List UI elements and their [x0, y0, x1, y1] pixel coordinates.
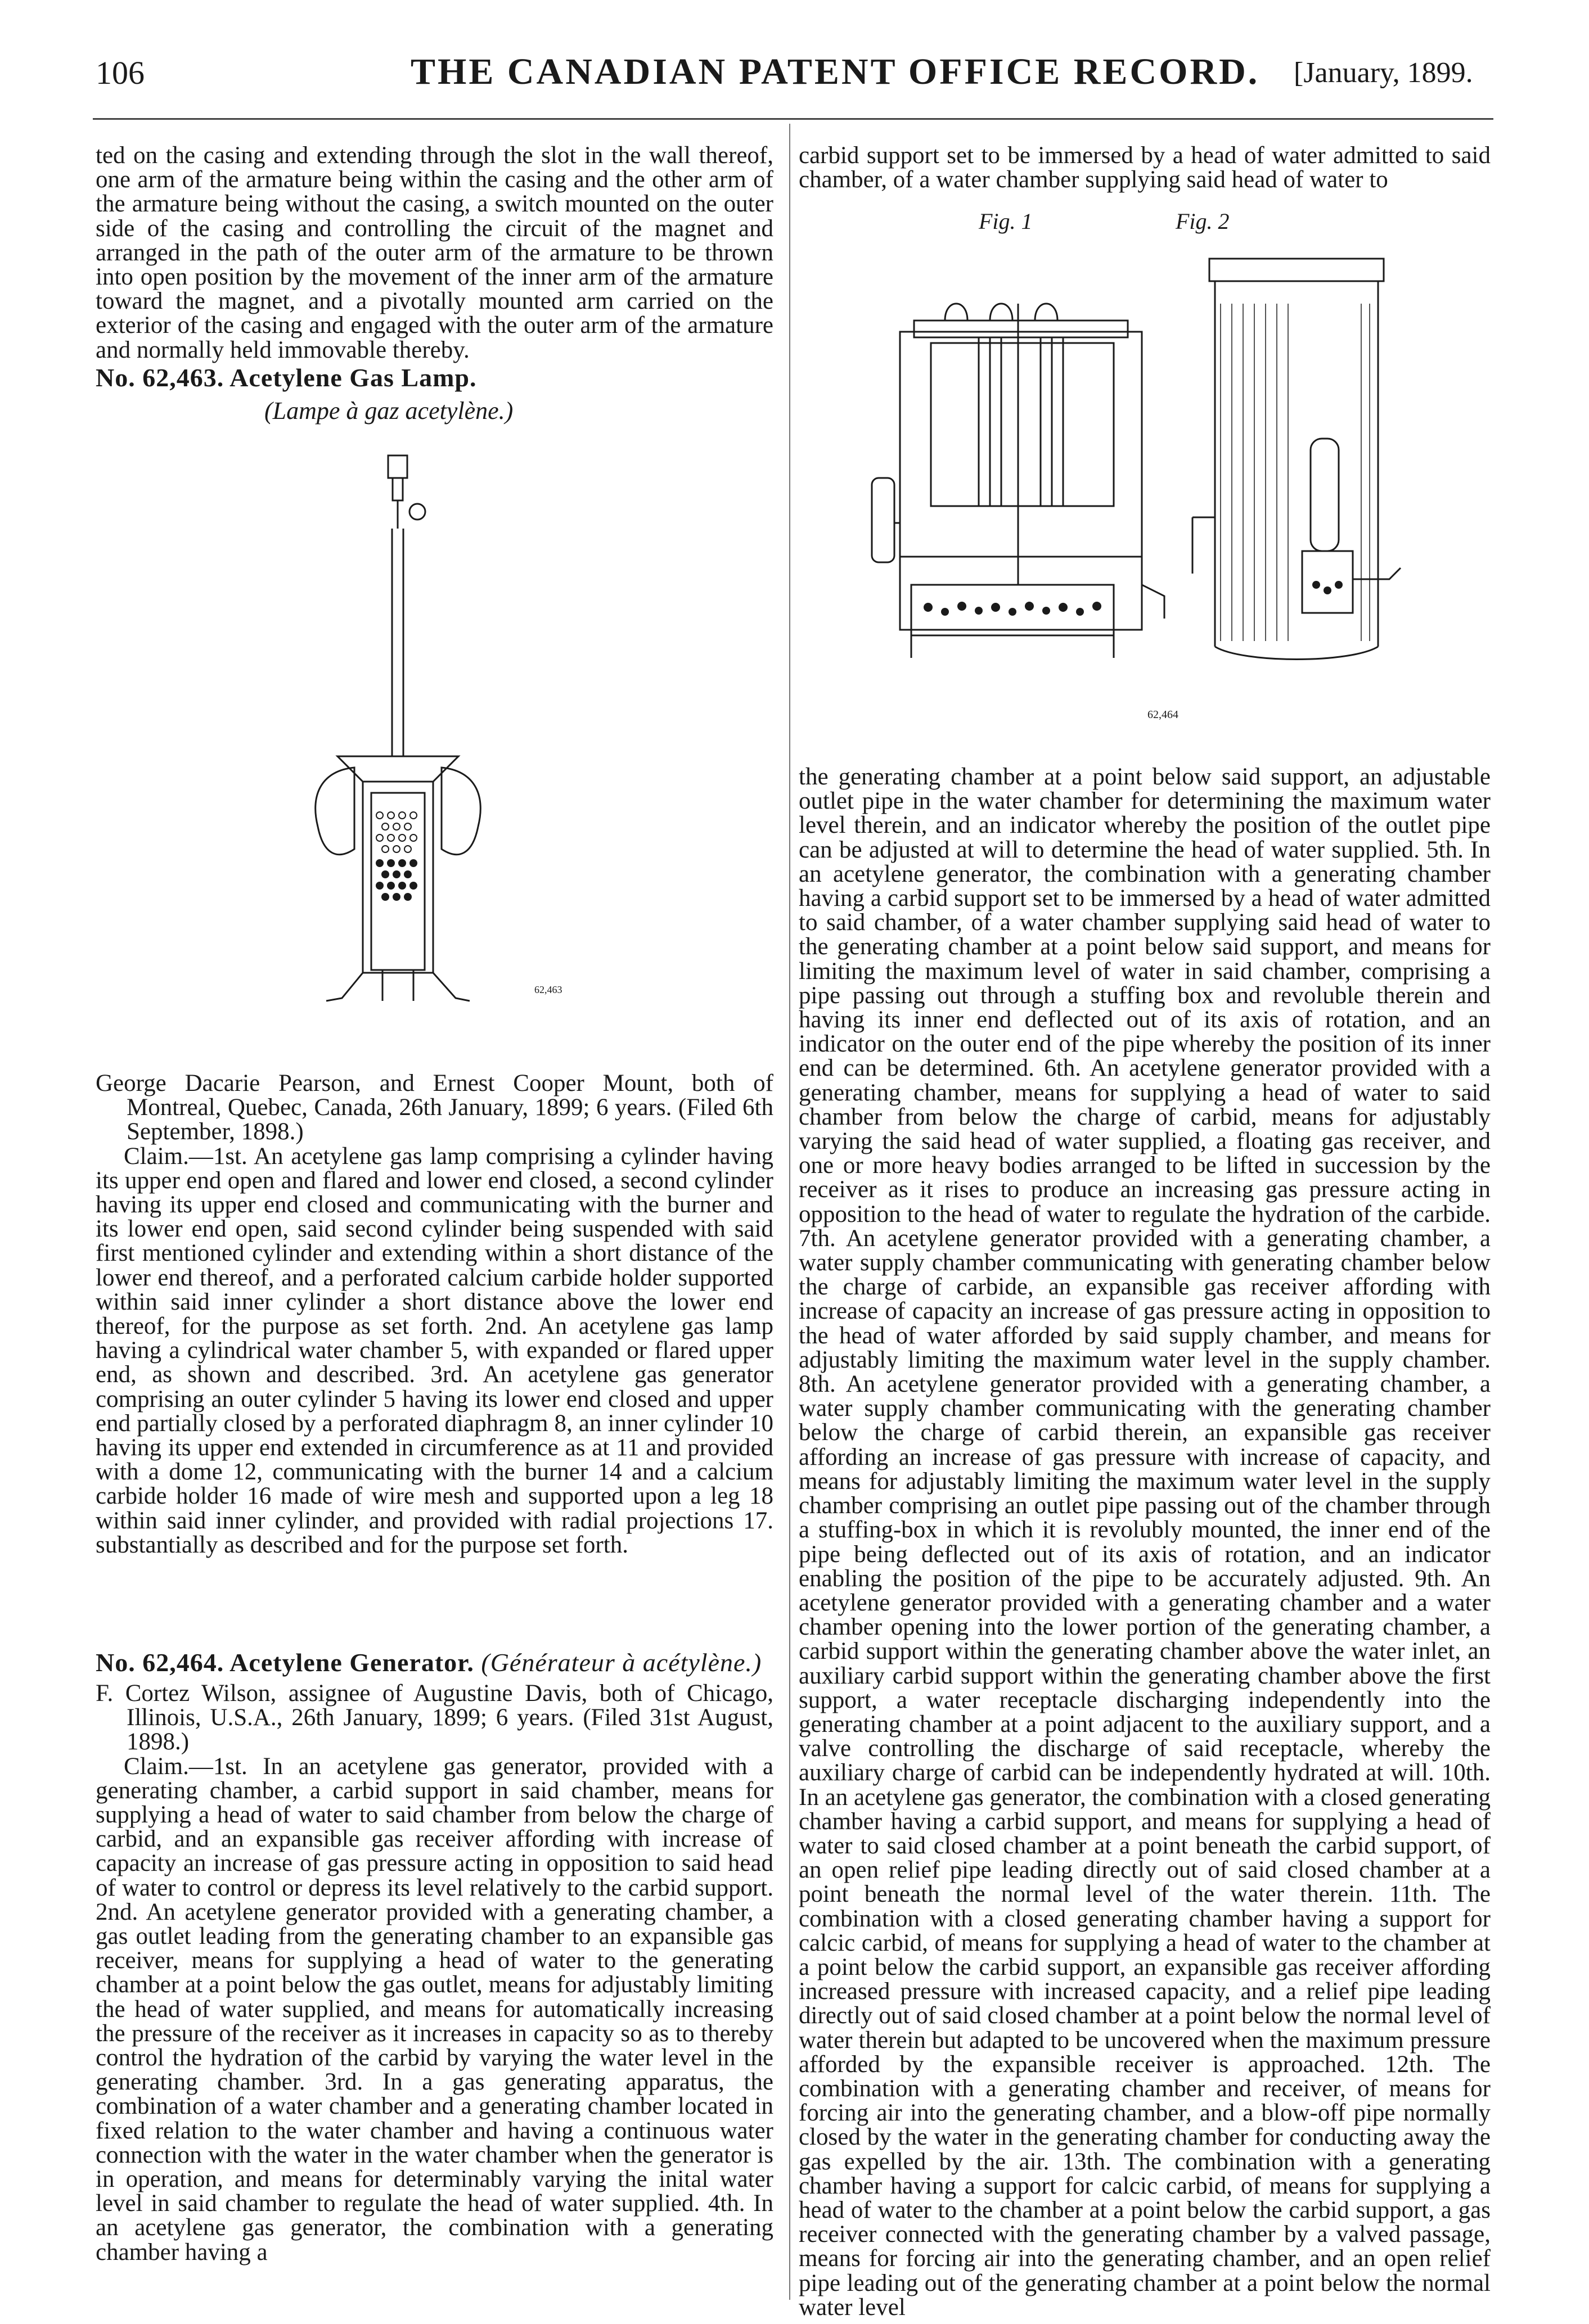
- continued-claim-text: [96, 143, 773, 362]
- patent-62464-french-title: (Générateur à acétylène.): [481, 1648, 762, 1677]
- issue-date: [January, 1899.: [1294, 57, 1473, 89]
- generator-drawing: [849, 191, 1457, 753]
- column-divider: [789, 124, 790, 2300]
- page-header: [0, 0, 1589, 118]
- patent-62463-title: No. 62,463. Acetylene Gas Lamp.: [96, 363, 477, 392]
- lamp-drawing: [270, 444, 562, 1052]
- patent-62463-heading: [96, 365, 773, 390]
- fig1-label: Fig. 1: [979, 209, 1033, 234]
- page-number: 106: [96, 55, 145, 91]
- patent-62464-heading: [96, 1650, 773, 1675]
- patent-62464-claims-continued: the generating chamber at a point below said support, an adjustable outlet pipe in the water chamber for determining the maximum water level therein, and an indicator whereby the position of the outlet pipe can be adjusted at will to determine the head of water supplied. 5th. In an acetylene generator, the combination with a generating chamber having a carbid support set to be immersed by a head of water admitted to said chamber, of a water chamber supplying said head of water to the generating chamber at a point below said support, and means for limiting the maximum level of water in said chamber, comprising a pipe passing out through a stuffing box and revoluble therein and having its inner end deflected out of its axis of rotation, and an indicator on the outer end of the pipe whereby the position of its inner end can be determined. 6th. An acetylene generator provided with a generating chamber, means for supplying a head of water to said chamber from below the charge of carbid, means for adjustably varying the said head of water supplied, a floating gas receiver, and one or more heavy bodies arranged to be lifted in succession by the receiver as it rises to produce an increasing gas pressure acting in opposition to the head of water to regulate the hydration of the carbide. 7th. An acetylene generator provided with a generating chamber, a water supply chamber communicating with generating chamber below the charge of carbide, an expansible gas receiver affording with increase of capacity an increase of gas pressure acting in opposition to the head of water afforded by said supply chamber, and means for adjustably limiting the maximum water level in the supply chamber. 8th. An acetylene generator provided with a generating chamber, a water supply chamber communicating with the generating chamber below the charge of carbid therein, an expansible gas receiver affording an increase of gas pressure with increase of capacity, and means for adjustably limiting the maximum water level in the supply chamber comprising an outlet pipe passing out of the chamber through a stuffing-box in which it is revolubly mounted, the inner end of the pipe being deflected out of its axis of rotation, and an indicator enabling the position of the pipe to be accurately adjusted. 9th. An acetylene generator provided with a generating chamber and a water chamber opening into the lower portion of the generating chamber, a carbid support within the generating chamber above the water inlet, an auxiliary carbid support within the generating chamber above the first support, a water receptacle discharging independently into the generating chamber at a point adjacent to the auxiliary support, and a valve controlling the discharge of said receptacle, whereby the auxiliary charge of carbid can be independently hydrated at will. 10th. In an acetylene gas generator, the combination with a closed generating chamber having a carbid support, and means for supplying a head of water to said closed chamber at a point beneath the carbid support, of an open relief pipe leading directly out of said closed chamber at a point beneath the normal level of the water therein. 11th. The combination with a closed generating chamber having a support for calcic carbid, of means for supplying a head of water to the chamber at a point below the carbid support, an expansible gas receiver affording increased pressure with increased capacity, and a relief pipe leading directly out of said closed chamber at a point below the normal level of water therein but adapted to be uncovered when the maximum pressure afforded by the expansible receiver is approached. 12th. The combination with a generating chamber and receiver, of means for forcing air into the generating chamber, and a blow-off pipe normally closed by the water in the generating chamber for conducting away the gas expelled by the air. 13th. The combination with a generating chamber having a support for calcic carbid, of means for supplying a head of water to the chamber at a point below the carbid support, a gas receiver connected with the generating chamber by a valved passage, means for forcing air into the generating chamber, and an open relief pipe leading out of the generating chamber at a point below the normal water level: [799, 764, 1491, 2321]
- patent-62464-inventors: F. Cortez Wilson, assignee of Augustine Davis, both of Chicago, Illinois, U.S.A., 26th January, 1899; 6 years. (Filed 31st August, 1898.): [96, 1680, 773, 1756]
- patent-62464-body: [96, 1681, 773, 2264]
- header-rule: [93, 118, 1493, 120]
- lamp-figure-number: 62,463: [534, 984, 562, 995]
- right-column-main-text: [799, 765, 1491, 2320]
- patent-62463-claims: Claim.—1st. An acetylene gas lamp comprising a cylinder having its upper end open and flared and lower end closed, a second cylinder having its upper end closed and communicating with the burner and its lower end open, said second cylinder being suspended with said first mentioned cylinder and extending within a short distance of the lower end thereof, and a perforated calcium carbide holder supported within said inner cylinder a short distance above the lower end thereof, for the purpose as set forth. 2nd. An acetylene gas lamp having a cylindrical water chamber 5, with expanded or flared upper end, as shown and described. 3rd. An acetylene gas generator comprising an outer cylinder 5 having its lower end closed and upper end partially closed by a perforated diaphragm 8, an inner cylinder 10 having its upper end extended in circumference as at 11 and provided with a dome 12, communicating with the burner 14 and a calcium carbide holder 16 made of wire mesh and supported upon a leg 18 within said inner cylinder, and provided with radial projections 17. substantially as described and for the purpose set forth.: [96, 1143, 773, 1558]
- claim-continuation-top: carbid support set to be immersed by a head of water admitted to said chamber, of a water chamber supplying said head of water to: [799, 142, 1491, 193]
- patent-62463-body: [96, 1071, 773, 1557]
- patent-62463-subtitle: (Lampe à gaz acetylène.): [264, 397, 514, 425]
- fig2-label: Fig. 2: [1176, 209, 1230, 234]
- right-column-top-text: [799, 143, 1491, 192]
- continued-paragraph: ted on the casing and extending through the slot in the wall thereof, one arm of the armature being within the casing and the other arm of the armature being without the casing, a switch mounted on the outer side of the casing and controlling the circuit of the magnet and arranged in the path of the outer arm of the armature to be thrown into open position by the movement of the inner arm of the armature toward the magnet, and a pivotally mounted arm carried on the exterior of the casing and engaged with the outer arm of the armature and normally held immovable thereby.: [96, 142, 773, 363]
- generator-figures: [849, 191, 1457, 765]
- journal-title: THE CANADIAN PATENT OFFICE RECORD.: [411, 51, 1260, 92]
- lamp-figure: [270, 444, 562, 1052]
- patent-62463-inventors: George Dacarie Pearson, and Ernest Cooper Mount, both of Montreal, Quebec, Canada, 26th January, 1899; 6 years. (Filed 6th September, 1898.): [96, 1070, 773, 1145]
- patent-62464-claims-start: Claim.—1st. In an acetylene gas generator, provided with a generating chamber, a carbid support in said chamber, means for supplying a head of water to said chamber from below the charge of carbid, and an expansible gas receiver affording with increase of capacity an increase of gas pressure acting in opposition to said head of water to control or depress its level relatively to the carbid support. 2nd. An acetylene generator provided with a generating chamber, a gas outlet leading from the generating chamber to an expansible gas receiver, means for supplying a head of water to the generating chamber at a point below the gas outlet, means for adjustably limiting the head of water supplied, and means for automatically increasing the pressure of the receiver as it increases in capacity so as to thereby control the hydration of the carbid by varying the water level in the generating chamber. 3rd. In a gas generating apparatus, the combination of a water chamber and a generating chamber located in fixed relation to the water chamber and having a continuous water connection with the water in the water chamber when the generator is in operation, and means for determinably varying the inital water level in said chamber to regulate the head of water supplied. 4th. In an acetylene gas generator, the combination with a generating chamber having a: [96, 1753, 773, 2266]
- patent-62464-title: No. 62,464. Acetylene Generator.: [96, 1648, 474, 1677]
- generator-figure-number: 62,464: [1147, 709, 1178, 721]
